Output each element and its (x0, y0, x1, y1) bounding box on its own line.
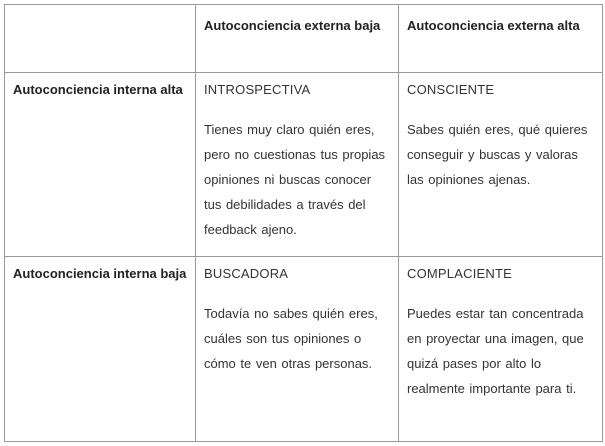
cell-complaciente (399, 257, 603, 442)
cell-title: COMPLACIENTE (407, 266, 512, 281)
cell-title: CONSCIENTE (407, 82, 495, 97)
cell-description: Puedes estar tan concentrada en proyectar una imagen, que quizá pases por alto lo realmente importante para ti. (407, 306, 584, 396)
cell-title: BUSCADORA (204, 266, 289, 281)
cell-description: Sabes quién eres, qué quieres conseguir y buscas y valoras las opiniones ajenas. (407, 122, 588, 187)
row-header-low-internal (5, 257, 196, 442)
cell-introspectiva (196, 73, 399, 257)
column-header-low-external (196, 5, 399, 73)
row-header-high-internal (5, 73, 196, 257)
row-header-label: Autoconciencia interna alta (13, 82, 183, 97)
cell-consciente (399, 73, 603, 257)
table-row-low-internal (5, 257, 603, 442)
row-header-label: Autoconciencia interna baja (13, 266, 187, 281)
column-header-high-external (399, 5, 603, 73)
corner-cell (5, 5, 196, 73)
cell-title: INTROSPECTIVA (204, 82, 311, 97)
column-header-label: Autoconciencia externa baja (204, 18, 381, 33)
cell-buscadora (196, 257, 399, 442)
header-row (5, 5, 603, 73)
cell-description: Tienes muy claro quién eres, pero no cuestionas tus propias opiniones ni buscas conocer tus debilidades a través del feedback ajeno. (204, 122, 386, 237)
corner-label (5, 5, 195, 13)
self-awareness-matrix (4, 4, 603, 442)
table-row-high-internal (5, 73, 603, 257)
cell-description: Todavía no sabes quién eres, cuáles son tus opiniones o cómo te ven otras personas. (204, 306, 378, 371)
column-header-label: Autoconciencia externa alta (407, 18, 580, 33)
